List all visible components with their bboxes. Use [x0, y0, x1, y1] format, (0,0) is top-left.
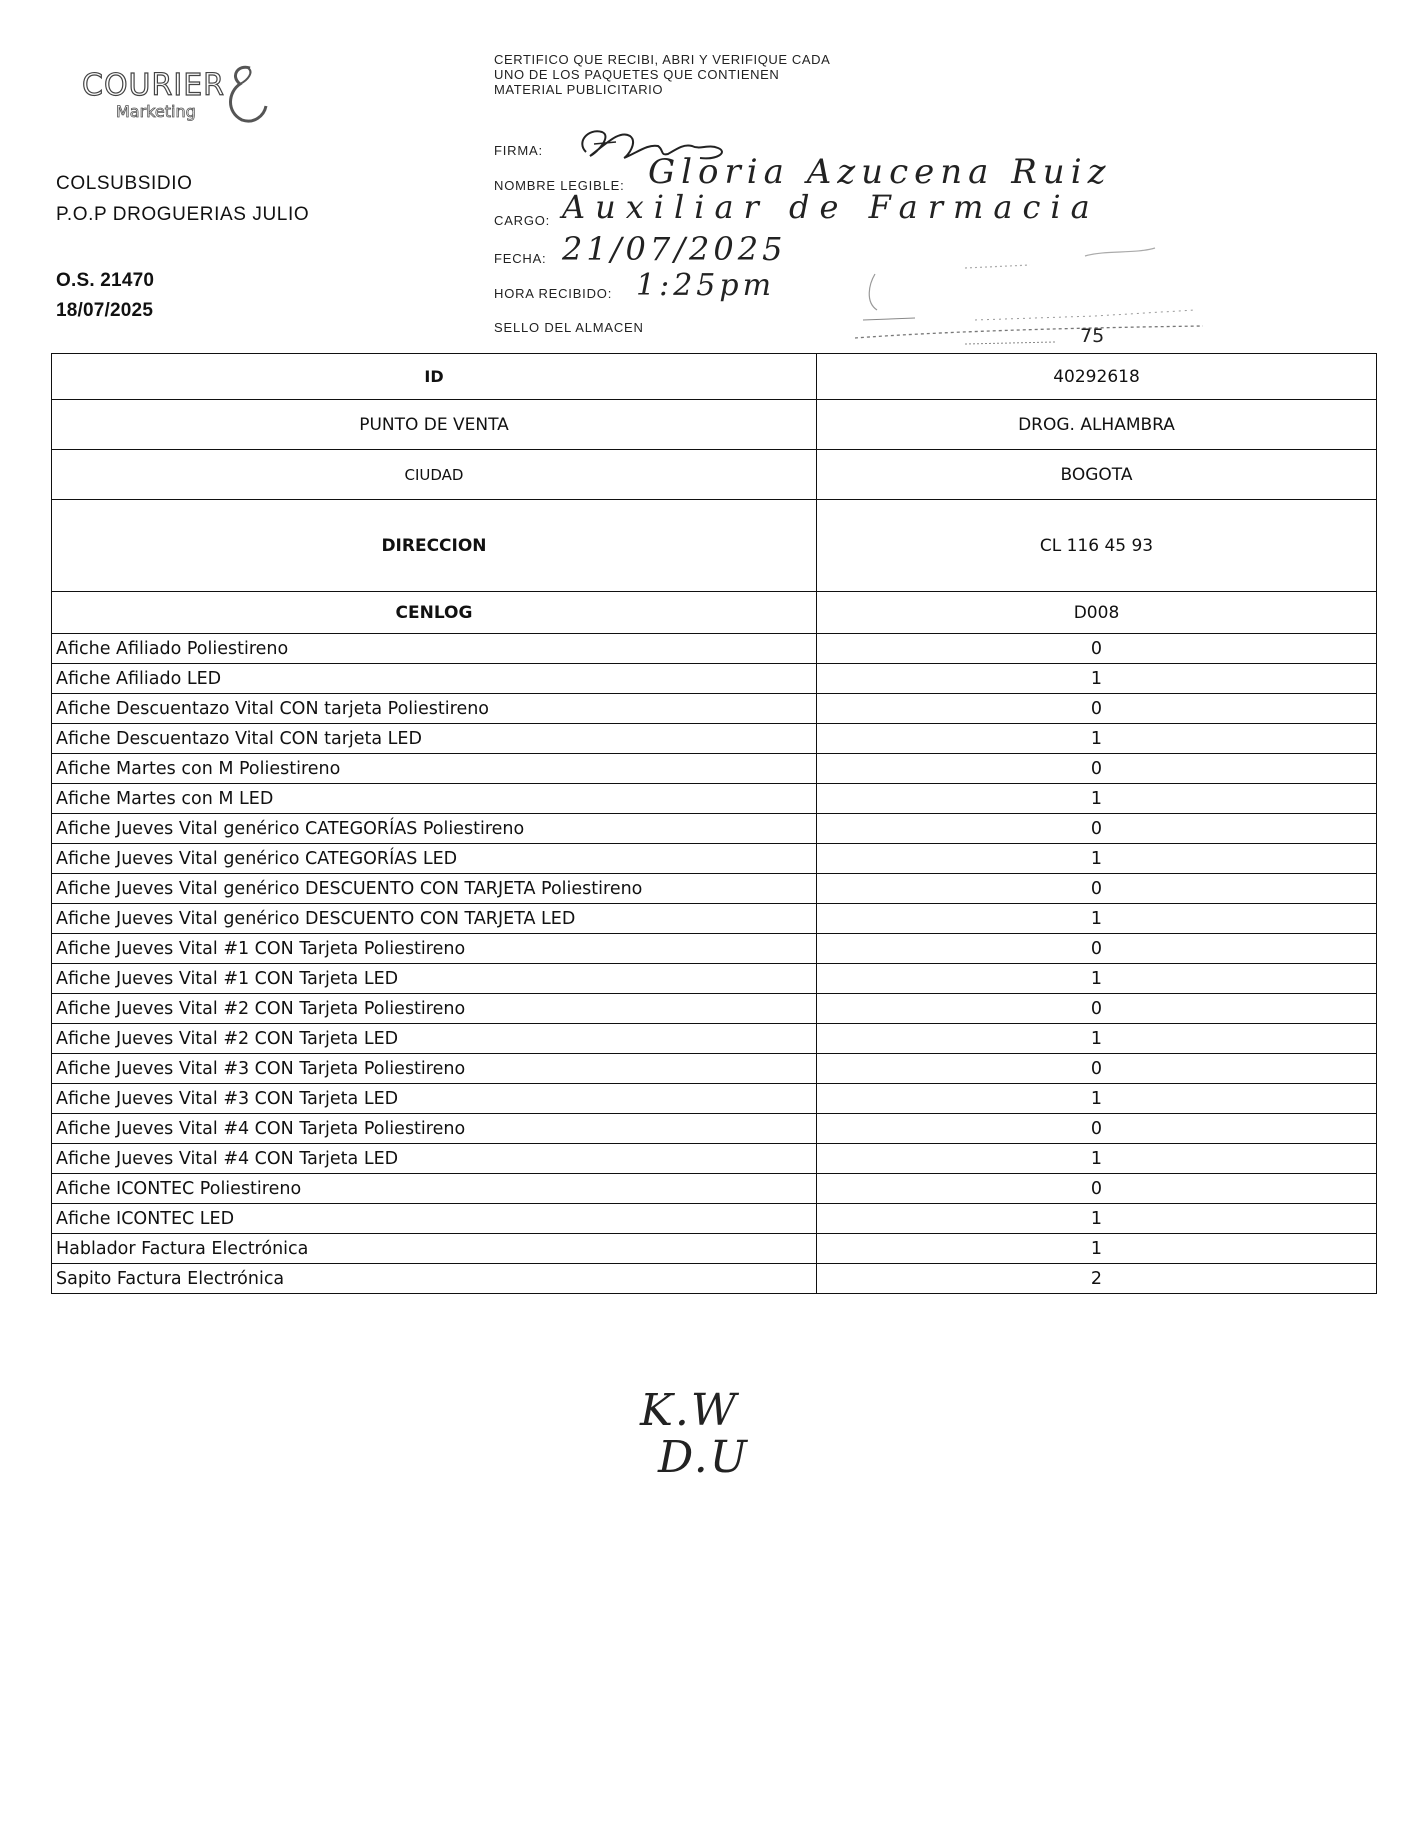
table-row: [52, 844, 1377, 874]
item-name: Afiche Jueves Vital genérico CATEGORÍAS Poliestireno: [52, 814, 817, 844]
header-row-id: [52, 354, 1377, 400]
item-qty: 0: [817, 694, 1377, 724]
item-name: Afiche Descuentazo Vital CON tarjeta Poliestireno: [52, 694, 817, 724]
table-row: [52, 1024, 1377, 1054]
item-name: Afiche Jueves Vital #3 CON Tarjeta LED: [52, 1084, 817, 1114]
item-qty: 0: [817, 874, 1377, 904]
sello-label: SELLO DEL ALMACEN: [494, 320, 644, 335]
punto-label: PUNTO DE VENTA: [52, 400, 817, 450]
item-qty: 2: [817, 1264, 1377, 1294]
table-row: [52, 994, 1377, 1024]
header-row-ciudad: [52, 450, 1377, 500]
item-name: Sapito Factura Electrónica: [52, 1264, 817, 1294]
table-row: [52, 664, 1377, 694]
item-qty: 1: [817, 1204, 1377, 1234]
fecha-label: FECHA:: [494, 251, 547, 266]
cenlog-value: D008: [817, 592, 1377, 634]
courier-logo: [82, 62, 272, 132]
item-name: Afiche ICONTEC Poliestireno: [52, 1174, 817, 1204]
item-qty: 0: [817, 814, 1377, 844]
item-name: Afiche Descuentazo Vital CON tarjeta LED: [52, 724, 817, 754]
item-name: Afiche Afiliado LED: [52, 664, 817, 694]
hora-label: HORA RECIBIDO:: [494, 286, 613, 301]
cargo-handwritten: Auxiliar de Farmacia: [562, 188, 1100, 226]
certification-text: CERTIFICO QUE RECIBI, ABRI Y VERIFIQUE CADA UNO DE LOS PAQUETES QUE CONTIENEN MATERIAL PUBLICITARIO: [494, 52, 830, 97]
id-value: 40292618: [817, 354, 1377, 400]
item-qty: 1: [817, 964, 1377, 994]
item-name: Afiche Jueves Vital #4 CON Tarjeta LED: [52, 1144, 817, 1174]
table-row: [52, 1084, 1377, 1114]
cenlog-label: CENLOG: [52, 592, 817, 634]
cargo-label: CARGO:: [494, 213, 551, 228]
item-name: Hablador Factura Electrónica: [52, 1234, 817, 1264]
table-row: [52, 1174, 1377, 1204]
item-qty: 1: [817, 1144, 1377, 1174]
ampersand-logo-icon: [220, 62, 270, 126]
table-row: [52, 784, 1377, 814]
item-name: Afiche Jueves Vital #1 CON Tarjeta LED: [52, 964, 817, 994]
header-row-cenlog: [52, 592, 1377, 634]
item-qty: 0: [817, 1054, 1377, 1084]
item-name: Afiche Martes con M Poliestireno: [52, 754, 817, 784]
item-qty: 1: [817, 664, 1377, 694]
item-qty: 1: [817, 784, 1377, 814]
item-qty: 1: [817, 1024, 1377, 1054]
item-qty: 1: [817, 904, 1377, 934]
delivery-table: [51, 353, 1377, 1294]
table-row: [52, 874, 1377, 904]
item-name: Afiche Jueves Vital genérico CATEGORÍAS LED: [52, 844, 817, 874]
item-name: Afiche Jueves Vital #4 CON Tarjeta Poliestireno: [52, 1114, 817, 1144]
nombre-label: NOMBRE LEGIBLE:: [494, 178, 625, 193]
logo-subtitle: Marketing: [116, 102, 196, 121]
punto-value: DROG. ALHAMBRA: [817, 400, 1377, 450]
order-number: O.S. 21470: [56, 270, 155, 291]
handwritten-initials: [640, 1385, 749, 1483]
item-name: Afiche Jueves Vital #3 CON Tarjeta Poliestireno: [52, 1054, 817, 1084]
table-row: [52, 904, 1377, 934]
item-name: Afiche Jueves Vital #1 CON Tarjeta Poliestireno: [52, 934, 817, 964]
order-date: 18/07/2025: [56, 300, 154, 321]
item-name: Afiche Afiliado Poliestireno: [52, 634, 817, 664]
table-row: [52, 694, 1377, 724]
table-row: [52, 1114, 1377, 1144]
table-row: [52, 724, 1377, 754]
company-name: COLSUBSIDIO: [56, 173, 193, 194]
item-qty: 0: [817, 1114, 1377, 1144]
direccion-label: DIRECCION: [52, 500, 817, 592]
table-row: [52, 1234, 1377, 1264]
table-row: [52, 634, 1377, 664]
item-name: Afiche Jueves Vital #2 CON Tarjeta LED: [52, 1024, 817, 1054]
item-name: Afiche Jueves Vital genérico DESCUENTO CON TARJETA LED: [52, 904, 817, 934]
page-mark: 75: [1080, 325, 1105, 347]
direccion-value: CL 116 45 93: [817, 500, 1377, 592]
item-name: Afiche Jueves Vital genérico DESCUENTO CON TARJETA Poliestireno: [52, 874, 817, 904]
item-qty: 0: [817, 934, 1377, 964]
nombre-handwritten: Gloria Azucena Ruiz: [648, 152, 1112, 192]
campaign-name: P.O.P DROGUERIAS JULIO: [56, 204, 310, 225]
firma-label: FIRMA:: [494, 143, 543, 158]
table-row: [52, 1054, 1377, 1084]
item-qty: 1: [817, 1084, 1377, 1114]
table-row: [52, 1264, 1377, 1294]
logo-wordmark: COURIER: [82, 68, 226, 103]
initials-line-2: D.U: [658, 1432, 749, 1483]
initials-line-1: K.W: [640, 1385, 739, 1436]
item-name: Afiche ICONTEC LED: [52, 1204, 817, 1234]
table-row: [52, 1144, 1377, 1174]
header-row-direccion: [52, 500, 1377, 592]
item-name: Afiche Martes con M LED: [52, 784, 817, 814]
item-qty: 0: [817, 634, 1377, 664]
hora-handwritten: 1:25pm: [636, 268, 776, 303]
item-qty: 0: [817, 994, 1377, 1024]
table-row: [52, 934, 1377, 964]
item-qty: 0: [817, 1174, 1377, 1204]
table-row: [52, 814, 1377, 844]
table-row: [52, 1204, 1377, 1234]
id-label: ID: [52, 354, 817, 400]
item-qty: 1: [817, 1234, 1377, 1264]
ciudad-label: CIUDAD: [52, 450, 817, 500]
item-qty: 1: [817, 724, 1377, 754]
table-row: [52, 964, 1377, 994]
item-qty: 0: [817, 754, 1377, 784]
ciudad-value: BOGOTA: [817, 450, 1377, 500]
item-name: Afiche Jueves Vital #2 CON Tarjeta Poliestireno: [52, 994, 817, 1024]
header-row-punto: [52, 400, 1377, 450]
fecha-handwritten: 21/07/2025: [562, 230, 787, 268]
item-qty: 1: [817, 844, 1377, 874]
store-stamp: [855, 228, 1215, 348]
table-row: [52, 754, 1377, 784]
